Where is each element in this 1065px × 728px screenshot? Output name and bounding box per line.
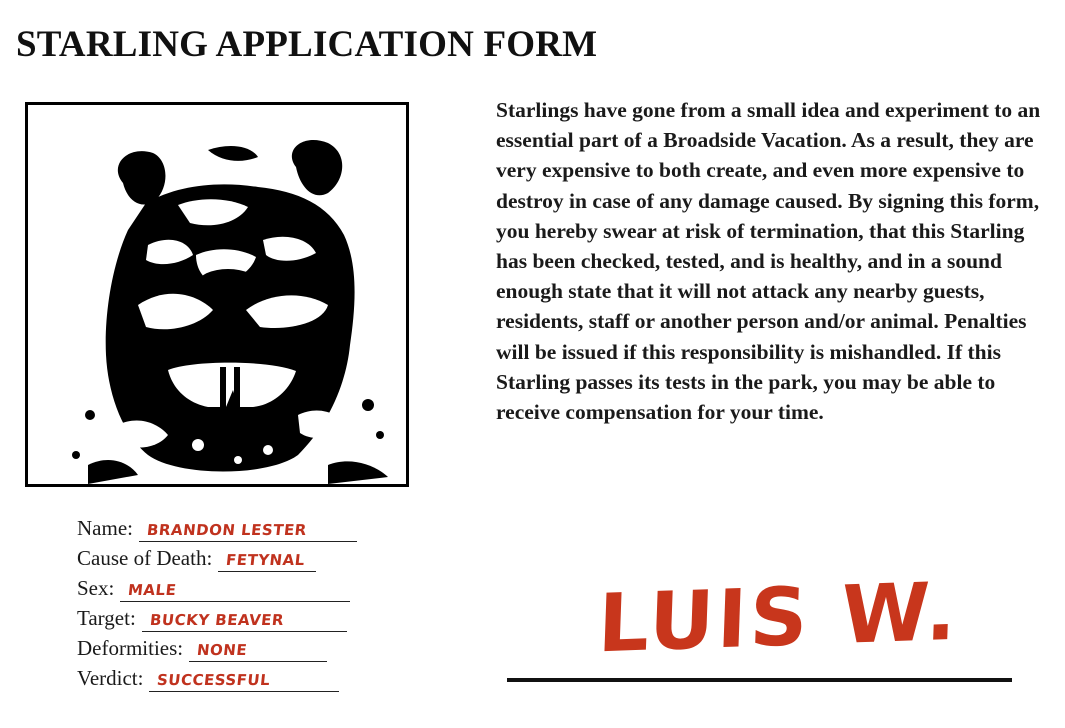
verdict-field[interactable]	[149, 666, 339, 692]
target-label: Target:	[77, 606, 136, 630]
deformities-row	[77, 632, 357, 662]
verdict-label: Verdict:	[77, 666, 144, 690]
name-field[interactable]	[139, 516, 357, 542]
disclaimer-paragraph: Starlings have gone from a small idea and experiment to an essential part of a Broadside Vacation. As a result, they are very expensive to both create, and even more expensive to destroy in case of any damage caused. By signing this form, you hereby swear at risk of termination, that this Starling has been checked, tested, and is healthy, and in a sound enough state that it will not attack any nearby guests, residents, staff or another person and/or animal. Penalties will be issued if this responsibility is mishandled. If this Starling passes its tests in the park, you may be able to receive compensation for your time.	[496, 98, 1041, 425]
cause-of-death-value: FETYNAL	[225, 551, 307, 569]
sex-value: MALE	[127, 581, 178, 599]
target-row	[77, 602, 357, 632]
signature: LUIS W.	[596, 564, 961, 671]
verdict-value: SUCCESSFUL	[156, 671, 272, 689]
form-title: STARLING APPLICATION FORM	[16, 24, 598, 65]
sex-label: Sex:	[77, 576, 115, 600]
name-value: BRANDON LESTER	[146, 521, 308, 539]
verdict-row	[77, 662, 357, 692]
name-row	[77, 512, 357, 542]
deformities-field[interactable]	[189, 636, 327, 662]
target-field[interactable]	[142, 606, 347, 632]
starling-photo-image	[28, 105, 406, 484]
signature-line[interactable]	[507, 678, 1012, 682]
deformities-value: NONE	[196, 641, 249, 659]
cause-of-death-label: Cause of Death:	[77, 546, 213, 570]
starling-fields	[77, 512, 357, 692]
target-value: BUCKY BEAVER	[148, 611, 285, 629]
sex-field[interactable]	[120, 576, 350, 602]
cause-of-death-field[interactable]	[218, 546, 316, 572]
cause-of-death-row	[77, 542, 357, 572]
starling-photo	[25, 102, 409, 487]
deformities-label: Deformities:	[77, 636, 184, 660]
name-label: Name:	[77, 516, 133, 540]
sex-row	[77, 572, 357, 602]
